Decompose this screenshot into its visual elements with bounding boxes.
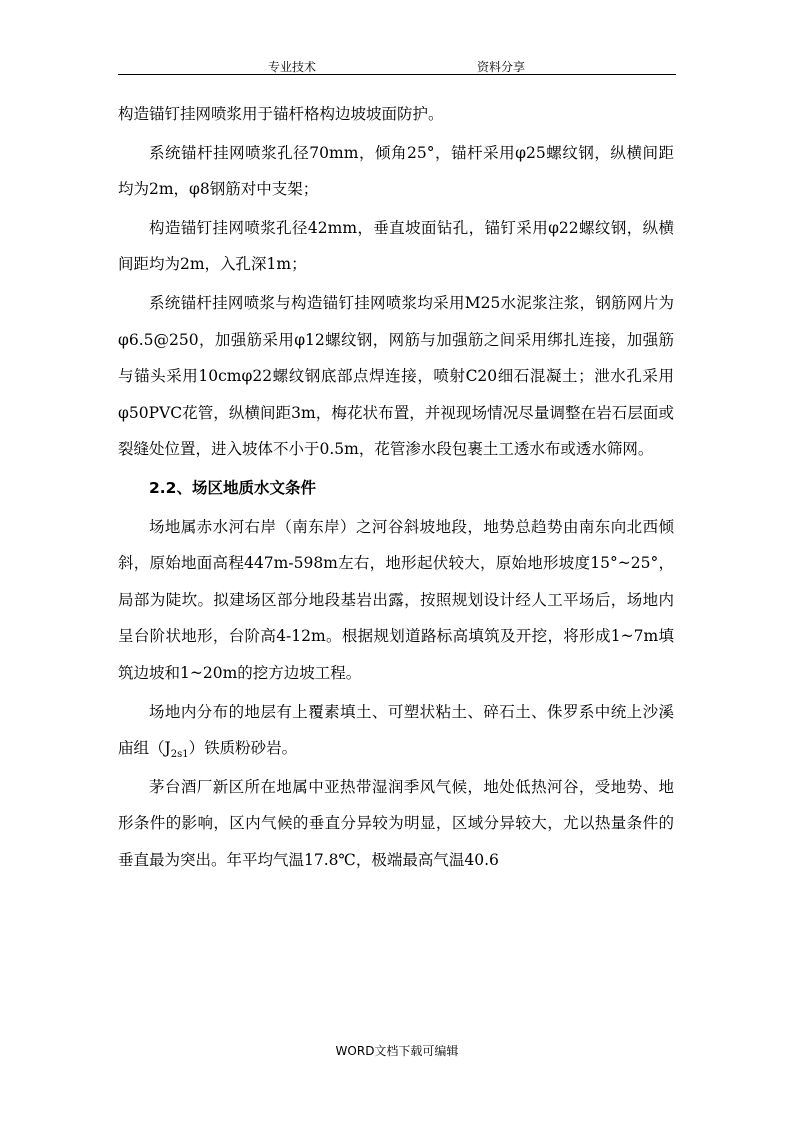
paragraph-construct-anchor: 构造锚钉挂网喷浆孔径42mm，垂直坡面钻孔，锚钉采用φ22螺纹钢，纵横间距均为2m，入孔深1m； [118,218,674,274]
strata-text-after: ）铁质粉砂岩。 [188,739,298,758]
paragraph-grouting-spec: 系统锚杆挂网喷浆与构造锚钉挂网喷浆均采用M25水泥浆注浆，钢筋网片为φ6.5@250，加强筋采用φ12螺纹钢，网筋与加强筋之间采用绑扎连接，加强筋与锚头采用10cmφ22螺纹钢底部点焊连接，喷射C20细石混凝土；泄水孔采用φ50PVC花管，纵横间距3m，梅花状布置，并视现场情况尽量调整在岩石层面或裂缝处位置，进入坡体不小于0.5m，花管渗水段包裹土工透水布或透水筛网。 [118,293,674,459]
header-divider [118,74,676,75]
section-heading: 2.2、场区地质水文条件 [149,478,316,497]
paragraph-climate: 茅台酒厂新区所在地属中亚热带湿润季风气候，地处低热河谷，受地势、地形条件的影响，区内气候的垂直分异较为明显，区域分异较大，尤以热量条件的垂直最为突出。年平均气温17.8℃，极端最高气温40.6 [118,777,674,869]
paragraph-strata [118,694,674,767]
strata-subscript: 2s1 [170,749,189,761]
footer-note: WORD文档下载可编辑 [335,1044,459,1058]
paragraph-system-anchor: 系统锚杆挂网喷浆孔径70mm，倾角25°，锚杆采用φ25螺纹钢，纵横间距均为2m，φ8钢筋对中支架； [118,143,674,199]
strata-text-before: 场地内分布的地层有上覆素填土、可塑状粘土、碎石土、侏罗系中统上沙溪庙组（J [118,702,674,758]
document-body [118,96,674,880]
paragraph-anchor-protection: 构造锚钉挂网喷浆用于锚杆格构边坡坡面防护。 [118,105,444,123]
paragraph-site-terrain: 场地属赤水河右岸（南东岸）之河谷斜坡地段，地势总趋势由南东向北西倾斜，原始地面高程447m-598m左右，地形起伏较大，原始地形坡度15°~25°，局部为陡坎。拟建场区部分地段基岩出露，按照规划设计经人工平场后，场地内呈台阶状地形，台阶高4-12m。根据规划道路标高填筑及开挖，将形成1~7m填筑边坡和1~20m的挖方边坡工程。 [118,517,674,682]
header-right-label: 资料分享 [477,60,526,74]
header-left-label: 专业技术 [268,60,317,74]
